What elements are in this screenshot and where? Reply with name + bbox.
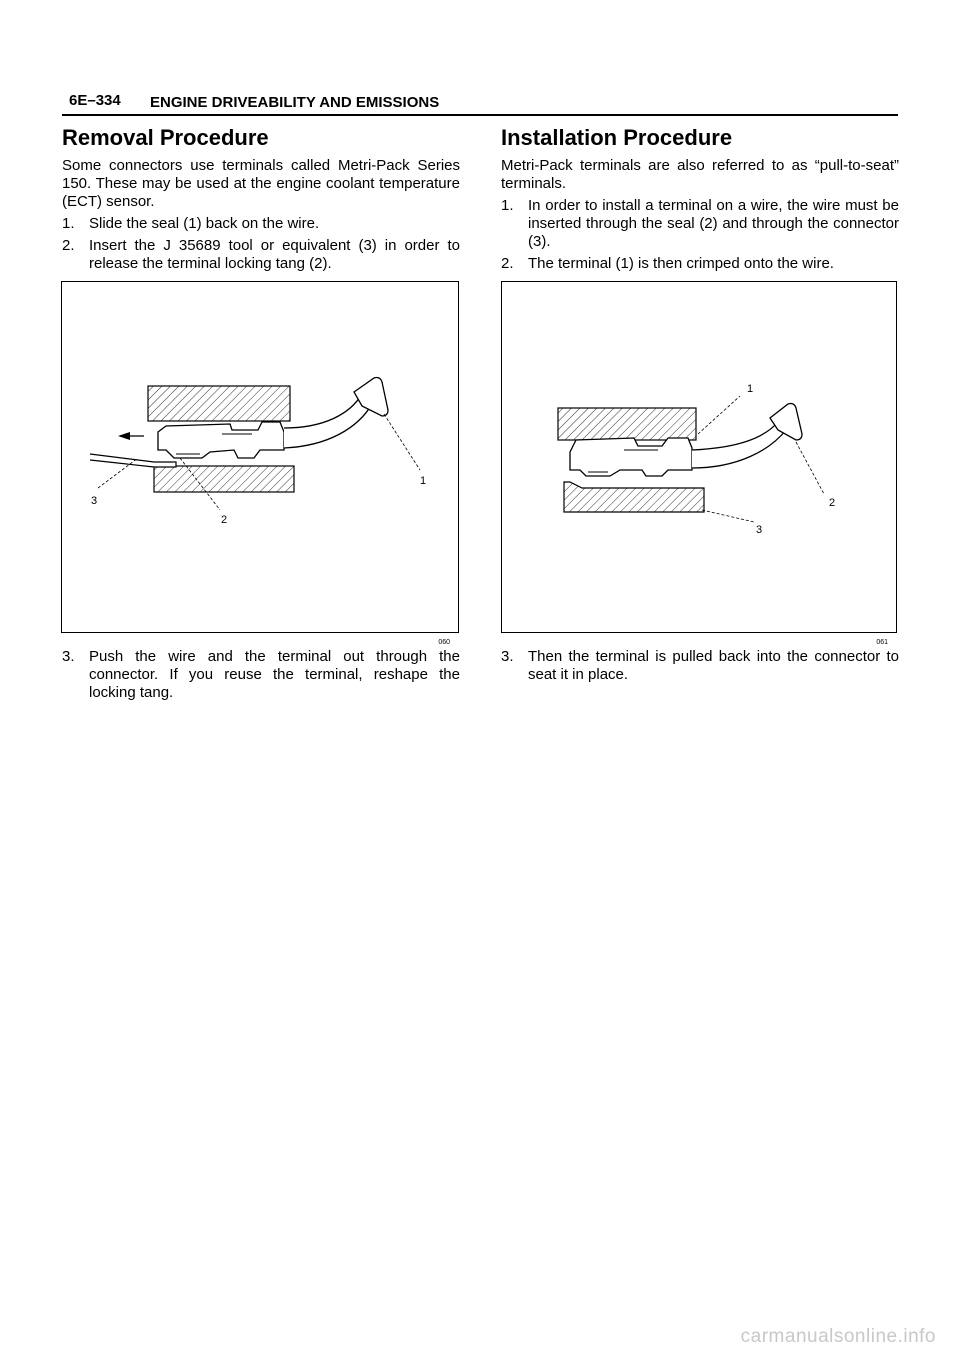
step-number: 1. [501, 197, 514, 214]
installation-heading: Installation Procedure [501, 125, 733, 150]
removal-heading: Removal Procedure [62, 125, 269, 150]
leader-line-1 [698, 396, 740, 434]
figure-code: 061 [876, 639, 888, 646]
step-text: Insert the J 35689 tool or equivalent (3) in order to release the terminal locking tang (2). [89, 237, 460, 272]
step-text: Push the wire and the terminal out through the connector. If you reuse the terminal, reshape the locking tang. [89, 648, 460, 701]
terminal [158, 422, 284, 458]
leader-line-1 [384, 414, 420, 470]
removal-steps-continued [62, 648, 460, 702]
step-number: 2. [501, 255, 514, 272]
installation-steps [501, 197, 899, 273]
release-tool [90, 454, 176, 467]
removal-step-1 [62, 215, 460, 233]
step-number: 3. [62, 648, 75, 665]
arrow-head-icon [118, 432, 130, 440]
installation-intro: Metri-Pack terminals are also referred to as “pull-to-seat” terminals. [501, 157, 899, 192]
terminal [570, 438, 692, 476]
figure-code: 060 [438, 639, 450, 646]
callout-1: 1 [747, 383, 754, 395]
step-number: 2. [62, 237, 75, 254]
callout-2: 2 [829, 497, 836, 509]
callout-3: 3 [91, 495, 98, 507]
installation-illustration [502, 282, 896, 632]
watermark: carmanualsonline.info [740, 1326, 936, 1347]
installation-steps-continued [501, 648, 899, 684]
step-text: In order to install a terminal on a wire, the wire must be inserted through the seal (2) and through the connector (3). [528, 197, 899, 250]
removal-intro: Some connectors use terminals called Metri-Pack Series 150. These may be used at the engine coolant temperature (ECT) sensor. [62, 157, 460, 210]
wire [692, 422, 786, 468]
callout-1: 1 [420, 475, 427, 487]
removal-steps [62, 215, 460, 273]
header-divider [62, 114, 898, 116]
step-number: 3. [501, 648, 514, 665]
leader-line-3 [702, 510, 754, 522]
installation-continued [501, 648, 899, 688]
connector-top-body [148, 386, 290, 421]
page-number: 6E–334 [69, 92, 121, 109]
callout-2: 2 [221, 514, 228, 526]
removal-continued [62, 648, 460, 706]
step-text: The terminal (1) is then crimped onto the wire. [528, 255, 834, 272]
step-text: Then the terminal is pulled back into the connector to seat it in place. [528, 648, 899, 683]
connector-bottom-body [564, 482, 704, 512]
leader-line-2 [796, 442, 824, 494]
removal-column [62, 124, 460, 277]
page-header [62, 88, 898, 118]
wire [284, 394, 372, 448]
step-number: 1. [62, 215, 75, 232]
removal-step-3 [62, 648, 460, 702]
connector-bottom-body [154, 466, 294, 492]
installation-figure [501, 281, 897, 646]
installation-step-3 [501, 648, 899, 684]
connector-top-body [558, 408, 696, 440]
installation-step-1 [501, 197, 899, 251]
step-text: Slide the seal (1) back on the wire. [89, 215, 320, 232]
callout-3: 3 [756, 524, 763, 536]
section-title: ENGINE DRIVEABILITY AND EMISSIONS [150, 94, 440, 111]
installation-step-2 [501, 255, 899, 273]
removal-figure [61, 281, 459, 646]
removal-illustration [62, 282, 458, 632]
installation-column [501, 124, 899, 277]
removal-step-2 [62, 237, 460, 273]
